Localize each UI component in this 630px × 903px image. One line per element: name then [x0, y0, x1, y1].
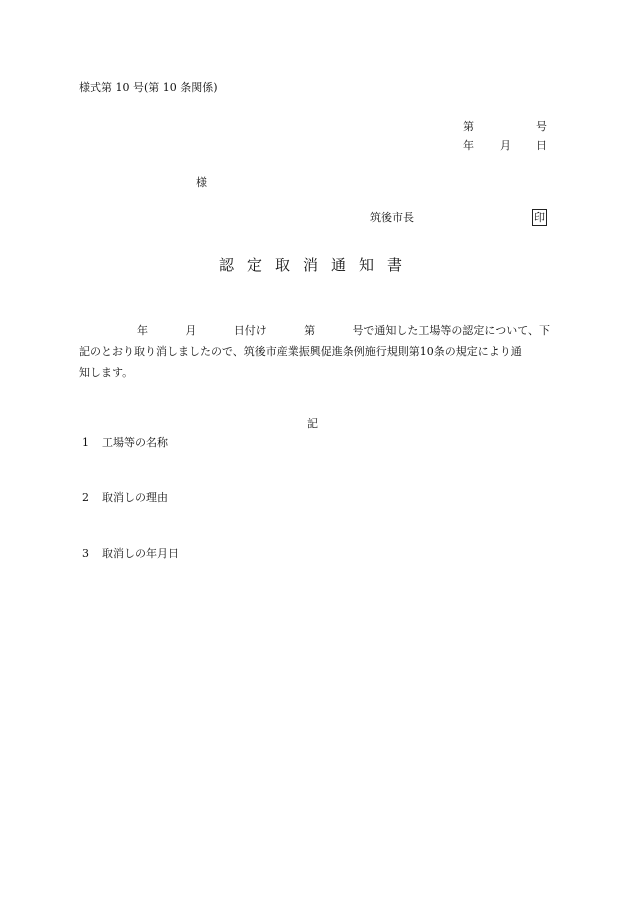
item-3-label: 取消しの年月日 — [102, 547, 179, 560]
seal-mark: 印 — [534, 211, 545, 224]
item-1-label: 工場等の名称 — [102, 436, 168, 449]
document-number-prefix: 第 — [463, 120, 474, 133]
date-year: 年 — [463, 139, 474, 152]
addressee-suffix: 様 — [196, 176, 207, 189]
body-no-prefix: 第 — [304, 324, 316, 337]
body-line1-rest: 号で通知した工場等の認定について、下 — [352, 324, 550, 337]
date-day: 日 — [536, 139, 547, 152]
form-number-label: 様式第 10 号(第 10 条関係) — [79, 81, 218, 94]
body-dated: 日付け — [233, 324, 267, 337]
document-title: 認定取消通知書 — [219, 256, 416, 274]
item-2-number: 2 — [82, 491, 89, 504]
ki-heading: 記 — [307, 417, 318, 430]
body-paragraph — [79, 320, 550, 383]
body-month: 月 — [185, 324, 197, 337]
date-month: 月 — [500, 139, 511, 152]
item-1-number: 1 — [82, 436, 89, 449]
item-3-number: 3 — [82, 547, 89, 560]
document-number-suffix: 号 — [536, 120, 547, 133]
body-line-1 — [79, 320, 550, 341]
issuer-name: 筑後市長 — [370, 211, 414, 224]
body-line-2: 記のとおり取り消しましたので、筑後市産業振興促進条例施行規則第10条の規定により通 — [79, 345, 522, 358]
body-year: 年 — [137, 324, 148, 337]
body-line-3: 知します。 — [79, 366, 134, 379]
item-2-label: 取消しの理由 — [102, 491, 168, 504]
